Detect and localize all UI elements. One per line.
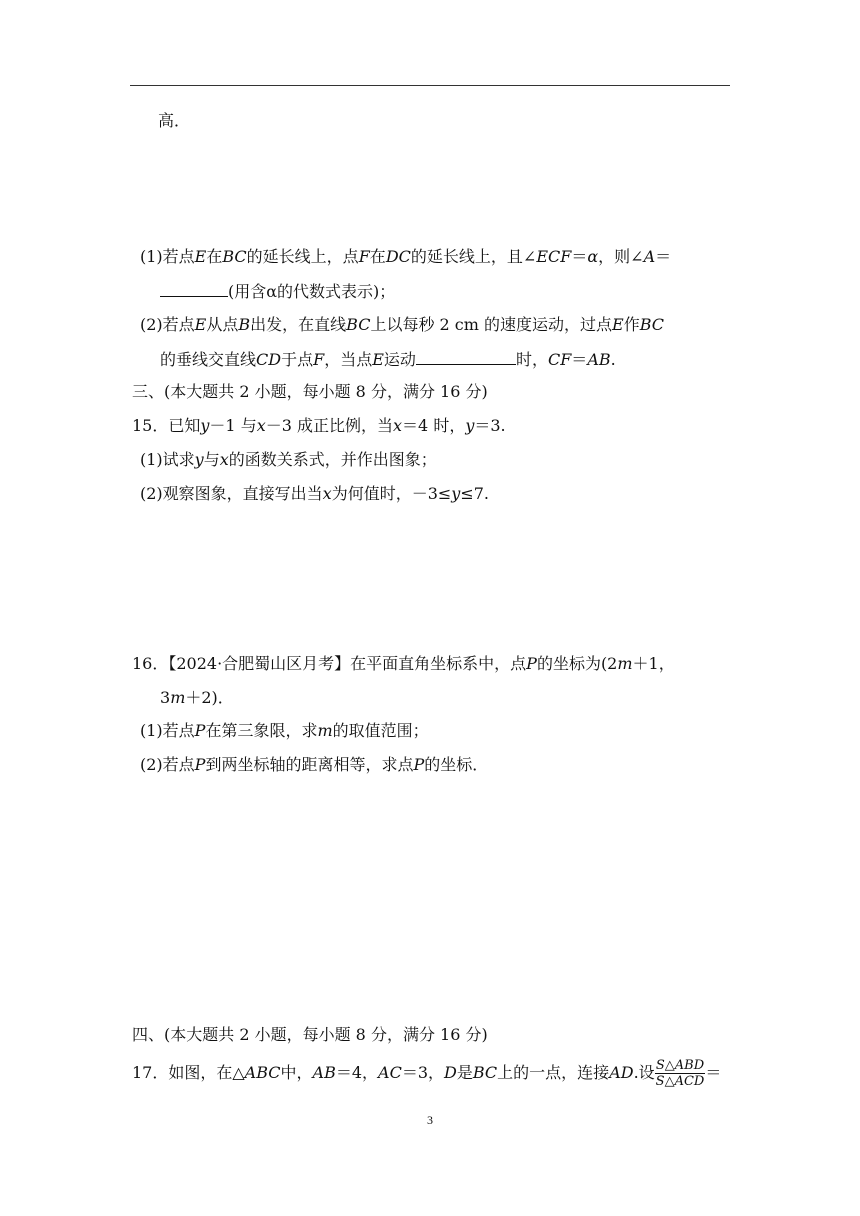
q17-AD: AD: [609, 1063, 634, 1082]
section-3-heading: 三、(本大题共 2 小题，每小题 8 分，满分 16 分): [132, 382, 488, 401]
q14-p1-ECF: ECF: [536, 247, 572, 266]
q17-seg: ＝4，: [335, 1063, 379, 1082]
q14-p2-seg: (2)若点: [140, 315, 195, 334]
q16-seg: 3: [160, 688, 171, 707]
q17-AB: AB: [312, 1063, 336, 1082]
q14-p1-seg: 在: [206, 247, 223, 266]
q17-BC: BC: [472, 1063, 498, 1082]
q14-p1-seg: ＝: [655, 247, 672, 266]
section-4-heading: 四、(本大题共 2 小题，每小题 8 分，满分 16 分): [132, 1025, 488, 1044]
q14-part1-line1: [140, 246, 671, 268]
q16-seg: 到两坐标轴的距离相等，求点: [205, 755, 414, 774]
q14-p1-seg: 在: [369, 247, 386, 266]
page-number: 3: [427, 1113, 433, 1127]
q16-m: m: [317, 721, 333, 740]
q15-part1: [140, 449, 437, 471]
answer-blank[interactable]: [416, 348, 516, 365]
q14-p2-BC: BC: [346, 315, 371, 334]
q14-p2-seg: 的垂线交直线: [160, 350, 257, 369]
q14-p1-seg: (1)若点: [140, 247, 195, 266]
q17-D: D: [444, 1063, 457, 1082]
q14-p2-AB: AB: [587, 350, 611, 369]
q14-p1-F: F: [358, 247, 370, 266]
q17-seg: .设: [633, 1063, 655, 1082]
fraction-numerator: S△ABD: [655, 1058, 705, 1073]
area-ratio-fraction: [655, 1058, 706, 1089]
q14-p2-F: F: [313, 350, 325, 369]
answer-blank[interactable]: [160, 280, 228, 297]
q14-p1-hint: (用含α的代数式表示)；: [228, 282, 396, 301]
q17-seg: 中，: [280, 1063, 313, 1082]
q17-AC: AC: [378, 1063, 402, 1082]
q16-seg: 的取值范围；: [332, 721, 429, 740]
q17-seg: ＝: [705, 1063, 722, 1082]
q17-seg: 上的一点，连接: [497, 1063, 610, 1082]
q17-seg: 17．如图，在△: [132, 1063, 245, 1082]
q15-y: y: [465, 416, 475, 435]
q15-seg: 为何值时，－3≤: [331, 484, 452, 503]
q17-seg: 是: [456, 1063, 473, 1082]
q17-seg: ＝3，: [401, 1063, 445, 1082]
q16-seg: 在第三象限，求: [205, 721, 318, 740]
fraction-denominator: S△ACD: [655, 1074, 705, 1089]
q14-p2-E: E: [612, 315, 624, 334]
q14-p1-seg: 的延长线上，点: [246, 247, 359, 266]
q15-seg: 的函数关系式，并作出图象；: [228, 450, 437, 469]
q16-part2: [140, 754, 488, 776]
q14-p1-E: E: [194, 247, 207, 266]
q14-p1-A: A: [643, 247, 656, 266]
q15-x: x: [219, 450, 229, 469]
q16-m: m: [617, 654, 633, 673]
q16-seg: (2)若点: [140, 755, 195, 774]
q14-p1-seg: 的延长线上，且∠: [410, 247, 537, 266]
q16-seg: 16．【2024·合肥蜀山区月考】在平面直角坐标系中，点: [132, 654, 527, 673]
q14-part2-line2: [160, 348, 616, 371]
q16-stem-line2: [160, 687, 234, 709]
q14-p1-DC: DC: [385, 247, 411, 266]
q14-p2-BC: BC: [639, 315, 665, 334]
q14-p2-CD: CD: [256, 350, 282, 369]
q14-p2-seg: 时，: [515, 350, 548, 369]
q14-p2-seg: 作: [623, 315, 640, 334]
q16-part1: [140, 720, 429, 742]
q16-seg: ＋1，: [632, 654, 675, 673]
q16-seg: ＋2)．: [185, 688, 234, 707]
q16-m: m: [170, 688, 186, 707]
q14-part1-line2: [160, 280, 395, 303]
q16-seg: 的坐标为(2: [536, 654, 618, 673]
q15-seg: －1 与: [209, 416, 257, 435]
q16-P: P: [194, 721, 206, 740]
q15-seg: 15．已知: [132, 416, 201, 435]
continuation-text: 高．: [158, 111, 191, 130]
q15-seg: 与: [203, 450, 220, 469]
q14-part2-line1: [140, 314, 664, 336]
q15-x: x: [393, 416, 403, 435]
q15-y: y: [200, 416, 210, 435]
q14-p1-BC: BC: [222, 247, 247, 266]
q14-p2-E: E: [194, 315, 207, 334]
header-rule: [130, 85, 730, 86]
q14-p2-seg: 于点: [281, 350, 314, 369]
q14-p2-seg: 从点: [206, 315, 239, 334]
q15-y: y: [194, 450, 204, 469]
q16-seg: (1)若点: [140, 721, 195, 740]
q16-P: P: [194, 755, 206, 774]
q14-p2-CF: CF: [547, 350, 572, 369]
q15-seg: ＝4 时，: [402, 416, 466, 435]
q16-stem-line1: [132, 653, 675, 675]
q17-stem: [132, 1058, 721, 1089]
q14-p2-seg: .: [610, 350, 616, 369]
q14-p2-seg: 上以每秒 2 cm 的速度运动，过点: [370, 315, 613, 334]
q14-p2-seg: 出发，在直线: [250, 315, 347, 334]
q15-seg: (2)观察图象，直接写出当: [140, 484, 323, 503]
q15-seg: ≤7.: [460, 484, 490, 503]
q15-x: x: [256, 416, 266, 435]
q14-p2-seg: 运动: [383, 350, 416, 369]
q16-seg: 的坐标．: [424, 755, 489, 774]
q15-x: x: [322, 484, 332, 503]
q17-ABC: ABC: [244, 1063, 281, 1082]
q14-p2-seg: ，当点: [324, 350, 373, 369]
q16-P: P: [413, 755, 425, 774]
q14-p2-E: E: [372, 350, 384, 369]
q15-seg: ＝3.: [474, 416, 506, 435]
q14-p2-seg: ＝: [571, 350, 588, 369]
q14-p1-seg: ＝: [571, 247, 588, 266]
q15-stem: [132, 415, 506, 437]
q15-seg: (1)试求: [140, 450, 195, 469]
q15-y: y: [451, 484, 461, 503]
q14-p1-seg: ，则∠: [598, 247, 644, 266]
q14-p2-B: B: [238, 315, 251, 334]
q16-P: P: [526, 654, 537, 673]
q15-part2: [140, 483, 489, 505]
q15-seg: －3 成正比例，当: [265, 416, 394, 435]
q14-p1-alpha: α: [587, 247, 599, 266]
